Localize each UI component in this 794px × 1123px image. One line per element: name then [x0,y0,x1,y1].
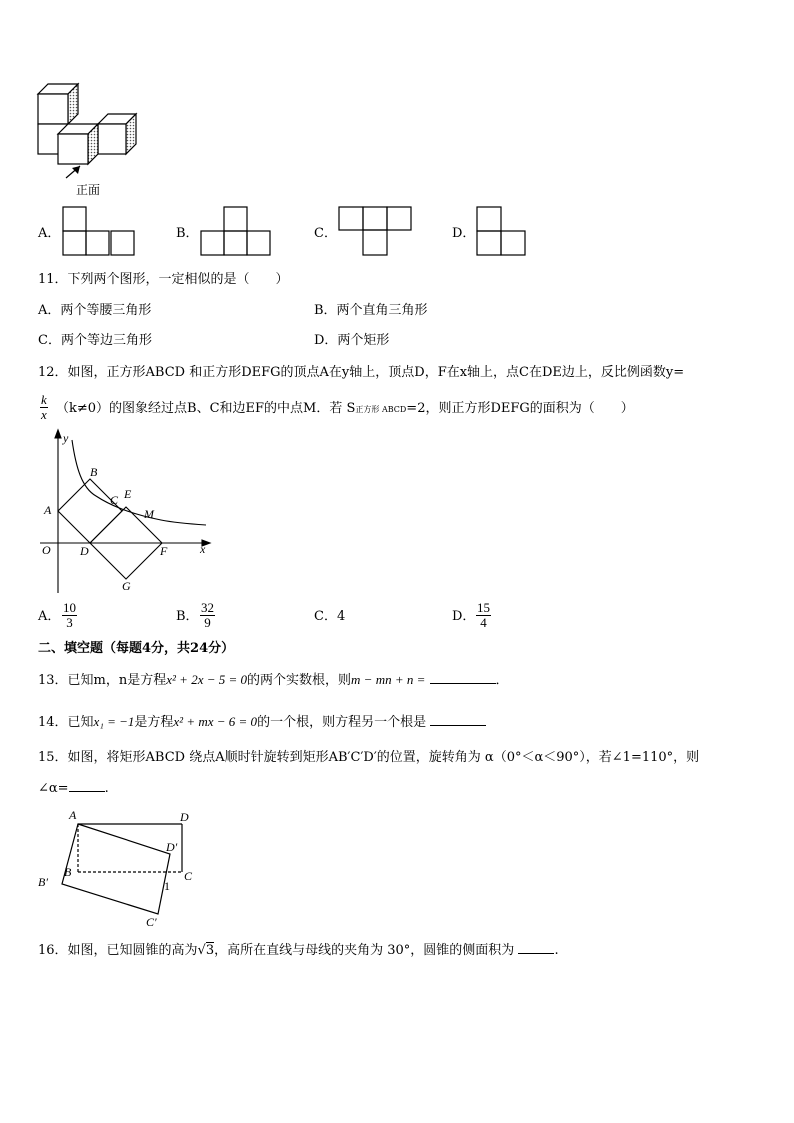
q14: 14．已知x₁ = −1是方程x² + mx − 6 = 0的一个根，则方程另一个根是 [38,714,486,731]
q12-option-b-label: B． [176,609,199,624]
q15-figure [36,806,206,928]
graph-label-d: D [80,544,89,558]
q12-stem-line2: （k≠0）的图象经过点B、C和边EF的中点M．若 S正方形 ABCD=2，则正方形DEFG的面积为（ ） [56,401,634,416]
graph-label-x: x [200,542,206,556]
q12-fraction-k-over-x: $\frac{k}{x}$ [41,392,47,422]
q16: 16．如图，已知圆锥的高为√3，高所在直线与母线的夹角为 30°，圆锥的侧面积为 . [38,943,559,958]
fig15-label-d: D [180,810,189,824]
q15-line1: 15．如图，将矩形ABCD 绕点A顺时针旋转到矩形AB′C′D′的位置，旋转角为 α（0°＜α＜90°），若∠1=110°，则 [38,750,700,765]
fig15-label-angle1: 1 [164,879,170,893]
q10-option-b-label: B． [176,226,199,241]
q11-option-c: C．两个等边三角形 [38,333,152,348]
q10-option-a-figure [62,206,136,258]
q11-option-a: A．两个等腰三角形 [38,303,152,318]
fig15-label-bp: B′ [38,875,48,889]
q15-answer-blank[interactable] [69,791,105,792]
q13: 13．已知m，n是方程x² + 2x − 5 = 0的两个实数根，则m − mn + n = ． [38,672,509,688]
fig15-label-cp: C′ [146,915,157,928]
q16-answer-blank[interactable] [518,953,554,954]
front-label: 正面 [76,183,101,197]
q12-option-d-value: $\frac{15}{4}$ [477,600,490,630]
q11-option-b: B．两个直角三角形 [314,303,428,318]
q10-option-a-label: A． [38,226,61,241]
q13-answer-blank[interactable] [430,683,496,684]
fig15-label-a: A [69,808,77,822]
q10-option-b-figure [200,206,274,258]
q12-option-b-value: $\frac{32}{9}$ [201,600,214,630]
q12-stem-line1: 12．如图，正方形ABCD 和正方形DEFG的顶点A在y轴上，顶点D，F在x轴上，点C在DE边上，反比例函数y= [38,365,685,380]
graph-label-g: G [122,579,131,593]
q11-stem: 11．下列两个图形，一定相似的是（ ） [38,272,289,287]
q10-option-c-figure [338,206,414,258]
graph-label-a: A [44,503,52,517]
section-title: 二、填空题（每题4分，共24分） [38,641,235,656]
graph-label-c: C [110,493,119,507]
q12-option-a-value: $\frac{10}{3}$ [63,600,76,630]
q10-option-c-label: C． [314,226,337,241]
q10-option-d-label: D． [452,226,476,241]
q12-option-a-label: A． [38,609,61,624]
q14-answer-blank[interactable] [430,725,486,726]
q10-option-d-figure [476,206,528,258]
fig15-label-b: B [64,865,72,879]
graph-label-e: E [124,487,132,501]
fig15-label-dp: D′ [166,840,178,854]
q12-graph [36,428,216,598]
q12-option-c: C．4 [314,609,346,624]
q15-line2: ∠α= . [38,781,109,796]
sqrt-symbol: √ [197,943,206,958]
graph-label-o: O [42,543,51,557]
q12-option-d-label: D． [452,609,476,624]
graph-label-y: y [63,431,69,445]
graph-label-b: B [90,465,98,479]
graph-label-m: M [144,507,154,521]
graph-label-f: F [160,544,168,558]
q11-option-d: D．两个矩形 [314,333,390,348]
fig15-label-c: C [184,869,193,883]
